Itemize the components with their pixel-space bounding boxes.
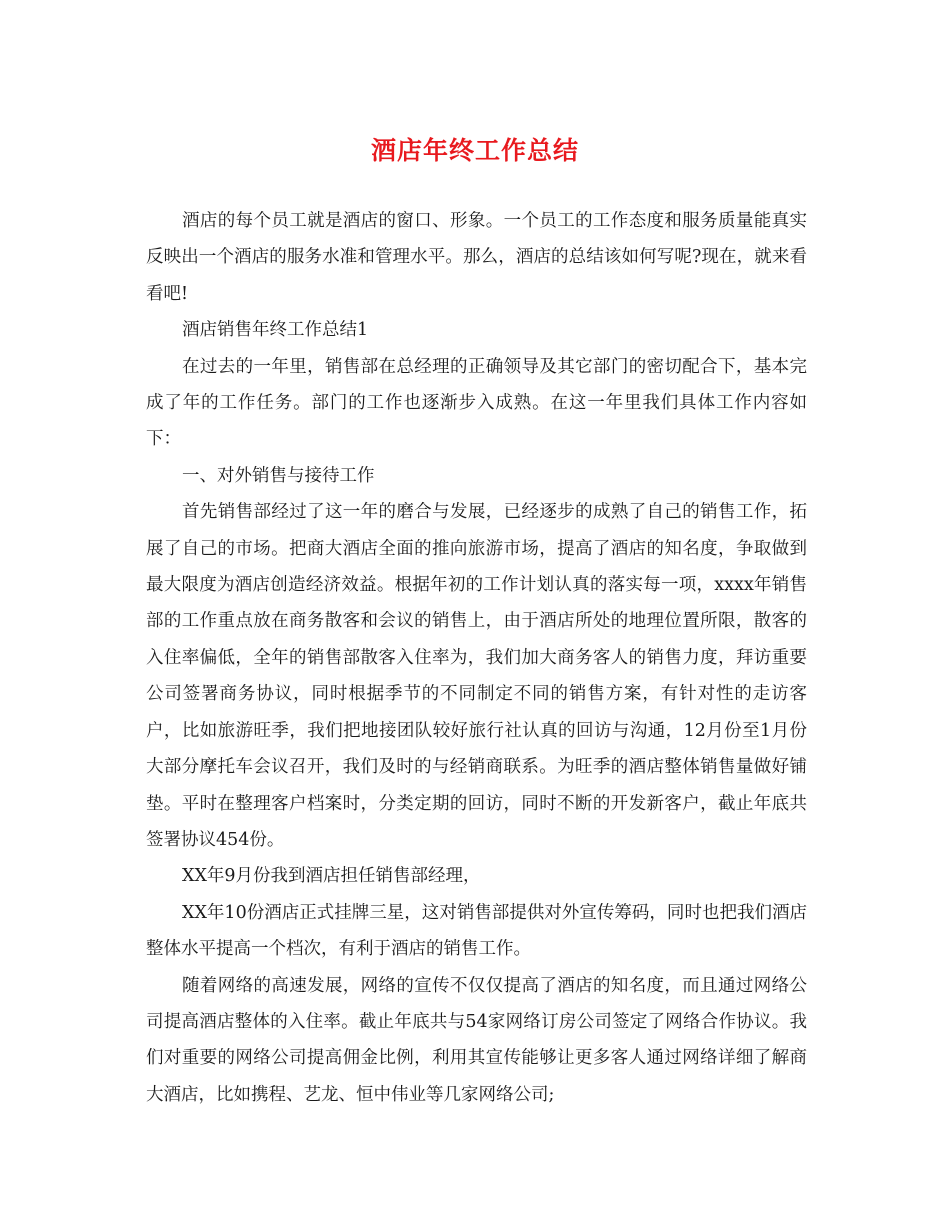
three-star-paragraph: XX年10份酒店正式挂牌三星，这对销售部提供对外宣传筹码，同时也把我们酒店整体水平提高一个档次，有利于酒店的销售工作。 [146,902,807,960]
sales-work-paragraph: 首先销售部经过了这一年的磨合与发展，已经逐步的成熟了自己的销售工作，拓展了自己的市场。把商大酒店全面的推向旅游市场，提高了酒店的知名度，争取做到最大限度为酒店创造经济效益。根据年初的工作计划认真的落实每一项，xxxx年销售部的工作重点放在商务散客和会议的销售上，由于酒店所处的地理位置所限，散客的入住率偏低，全年的销售部散客入住率为，我们加大商务客人的销售力度，拜访重要公司签署商务协议，同时根据季节的不同制定不同的销售方案，有针对性的走访客户，比如旅游旺季，我们把地接团队较好旅行社认真的回访与沟通，12月份至1月份大部分摩托车会议召开，我们及时的与经销商联系。为旺季的酒店整体销售量做好铺垫。平时在整理客户档案时，分类定期的回访，同时不断的开发新客户，截止年底共签署协议454份。 [146,502,807,850]
overview-paragraph: 在过去的一年里，销售部在总经理的正确领导及其它部门的密切配合下，基本完成了年的工作任务。部门的工作也逐渐步入成熟。在这一年里我们具体工作内容如下： [146,356,807,450]
online-promotion-paragraph: 随着网络的高速发展，网络的宣传不仅仅提高了酒店的知名度，而且通过网络公司提高酒店整体的入住率。截止年底共与54家网络订房公司签定了网络合作协议。我们对重要的网络公司提高佣金比例，利用其宣传能够让更多客人通过网络详细了解商大酒店，比如携程、艺龙、恒中伟业等几家网络公司; [146,975,807,1105]
document-title: 酒店年终工作总结 [370,136,579,165]
document-body [146,203,807,1113]
manager-appointment-paragraph: XX年9月份我到酒店担任销售部经理， [182,866,481,887]
section-heading-external-sales: 一、对外销售与接待工作 [182,465,375,486]
section-heading-sales-summary: 酒店销售年终工作总结1 [182,320,369,341]
intro-paragraph: 酒店的每个员工就是酒店的窗口、形象。一个员工的工作态度和服务质量能真实反映出一个酒店的服务水准和管理水平。那么，酒店的总结该如何写呢?现在，就来看看吧! [146,211,807,304]
